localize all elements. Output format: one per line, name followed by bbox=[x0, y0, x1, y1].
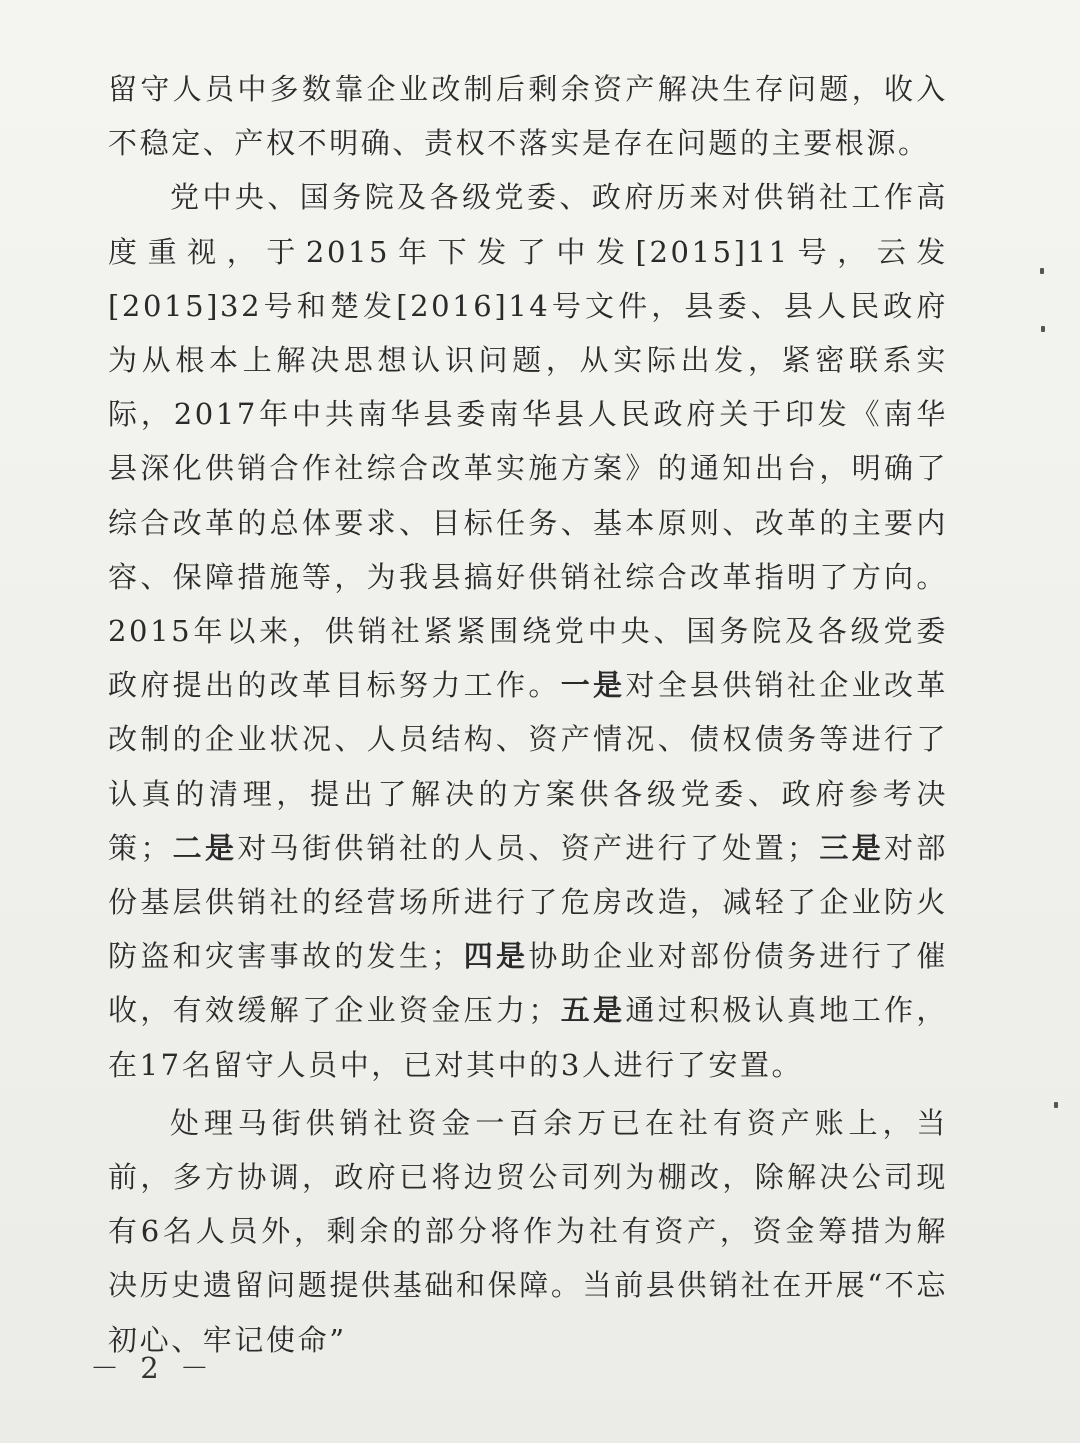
text-segment: 处理马街供销社资金一百余万已在社有资产账上，当前，多方协调，政府已将边贸公司列为棚改，除解决公司现有6名人员外，剩余的部分将作为社有资产，资金筹措为解决历史遗留问题提供基础和保障。当前县供销社在开展“不忘初心、牢记使命” bbox=[108, 1105, 948, 1357]
text-segment: 党中央、国务院及各级党委、政府历来对供销社工作高度重视，于2015年下发了中发[2015]11号，云发[2015]32号和楚发[2016]14号文件，县委、县人民政府为从根本上解决思想认识问题，从实际出发，紧密联系实际，2017年中共南华县委南华县人民政府关于印发《南华县深化供销合作社综合改革实施方案》的通知出台，明确了综合改革的总体要求、目标任务、基本原则、改革的主要内容、保障措施等，为我县搞好供销社综合改革指明了方向。2015年以来，供销社紧紧围绕党中央、国务院及各级党委政府提出的改革目标努力工作。 bbox=[108, 180, 948, 703]
page-number: － 2 － bbox=[90, 1351, 215, 1385]
scan-speck bbox=[1041, 326, 1045, 332]
scan-speck bbox=[1040, 268, 1044, 274]
paragraph-3 bbox=[108, 1096, 948, 1367]
bold-marker: 四是 bbox=[462, 939, 529, 974]
scan-speck bbox=[1054, 1102, 1058, 1108]
paragraph-2 bbox=[108, 170, 948, 1091]
text-segment: 对部份基层供销社的经营场所进行了危房改造，减轻了企业防火防盗和灾害事故的发生； bbox=[108, 830, 948, 974]
bold-marker: 一是 bbox=[560, 668, 626, 703]
bold-marker: 五是 bbox=[559, 993, 626, 1028]
text-segment: 协助企业对部份债务进行了催收，有效缓解了企业资金压力； bbox=[108, 939, 948, 1028]
paragraph-1 bbox=[108, 62, 948, 170]
text-segment: 对全县供销社企业改革改制的企业状况、人员结构、资产情况、债权债务等进行了认真的清理，提出了解决的方案供各级党委、政府参考决策； bbox=[108, 668, 948, 865]
text-segment: 对马街供销社的人员、资产进行了处置； bbox=[237, 830, 819, 865]
document-body bbox=[108, 62, 948, 1367]
text-segment: 通过积极认真地工作，在17名留守人员中，已对其中的3人进行了安置。 bbox=[108, 993, 948, 1082]
bold-marker: 三是 bbox=[818, 830, 885, 865]
bold-marker: 二是 bbox=[171, 830, 238, 865]
text-segment: 留守人员中多数靠企业改制后剩余资产解决生存问题，收入不稳定、产权不明确、责权不落实是存在问题的主要根源。 bbox=[108, 72, 948, 161]
